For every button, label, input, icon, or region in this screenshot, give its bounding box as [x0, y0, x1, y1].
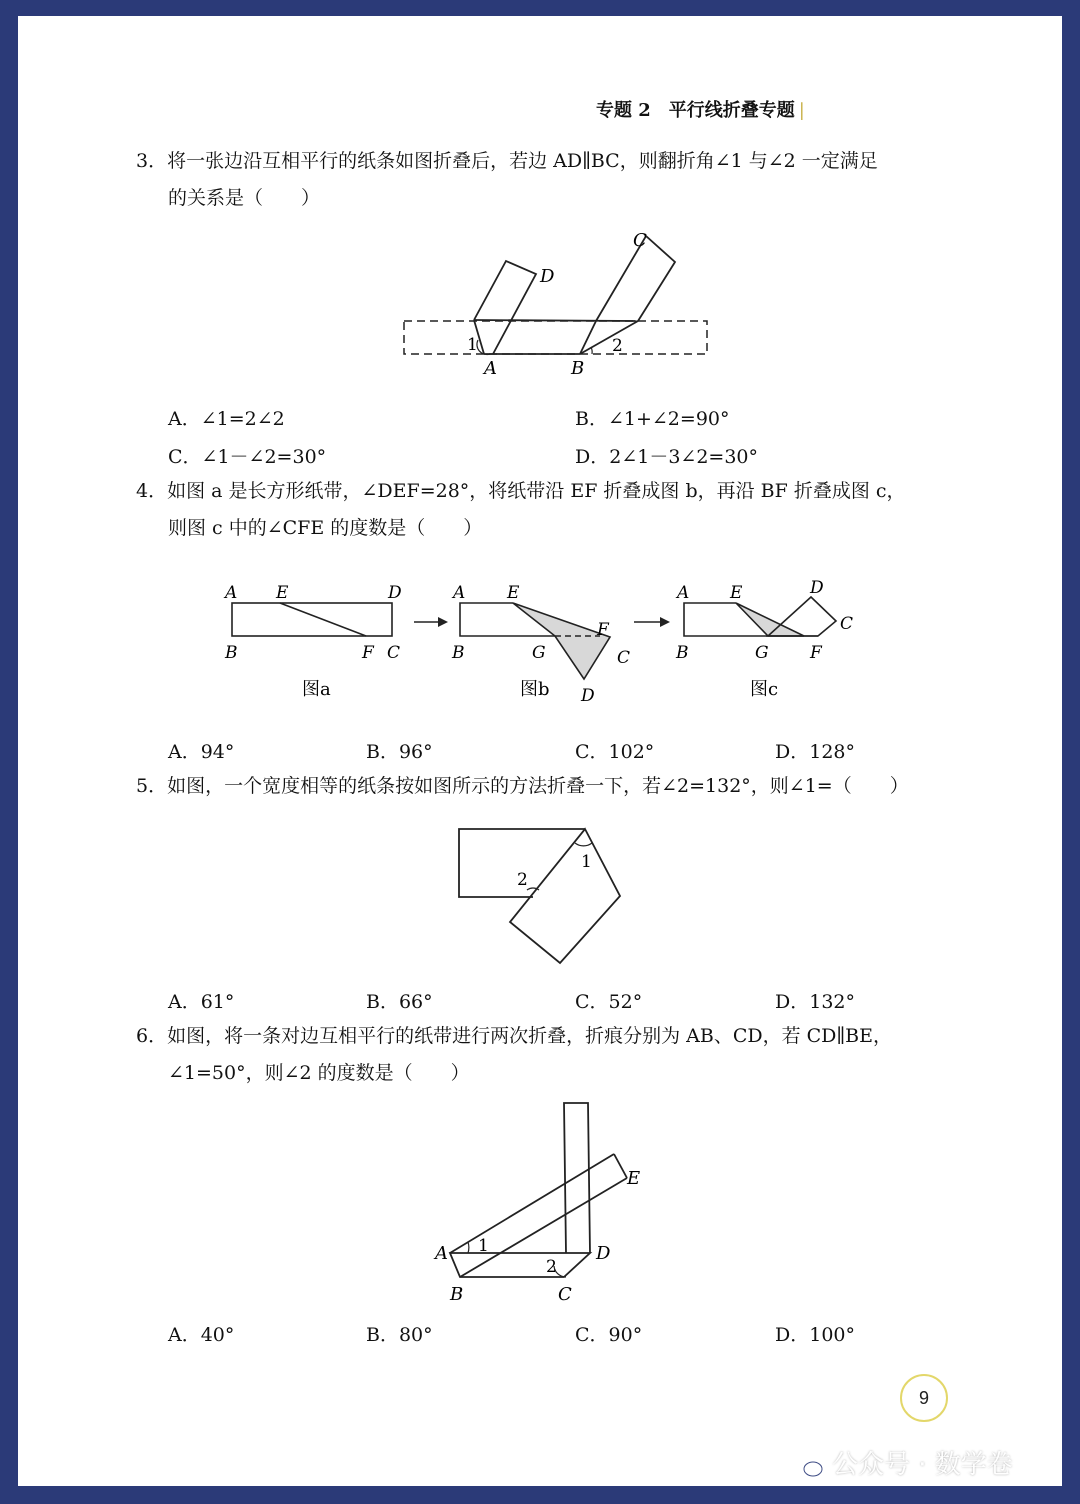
svg-text:D: D: [810, 578, 824, 598]
angle-2-arc: [591, 347, 592, 354]
svg-text:G: G: [755, 643, 769, 663]
angle-2-label: 2: [612, 336, 623, 356]
svg-text:E: E: [627, 1168, 641, 1189]
angle-2-label: 2: [546, 1257, 557, 1277]
question-4-option-d[interactable]: D．128°: [775, 741, 855, 763]
angle-2-label: 2: [517, 870, 528, 890]
question-4-option-c[interactable]: C．102°: [575, 741, 655, 763]
question-4-figure: [220, 575, 870, 710]
svg-text:E: E: [276, 583, 289, 603]
svg-text:B: B: [450, 1284, 464, 1305]
question-6-figure: [430, 1095, 650, 1310]
question-5-option-c[interactable]: C．52°: [575, 991, 643, 1013]
question-5-option-b[interactable]: B．66°: [366, 991, 433, 1013]
question-5: [136, 768, 909, 805]
question-6: [136, 1018, 892, 1092]
point-C-label: C: [633, 230, 647, 251]
top-edge: [474, 320, 638, 321]
svg-text:G: G: [532, 643, 546, 663]
question-4-line1: 4．如图 a 是长方形纸带，∠DEF=28°，将纸带沿 EF 折叠成图 b，再沿 BF 折叠成图 c，: [136, 480, 906, 502]
svg-text:C: C: [617, 648, 631, 668]
point-A-label: A: [484, 358, 497, 379]
strip-folded: [510, 829, 620, 963]
question-3-option-a[interactable]: A．∠1=2∠2: [168, 408, 285, 430]
svg-text:A: A: [225, 583, 238, 603]
page-number: 9: [900, 1374, 948, 1422]
svg-text:E: E: [730, 583, 743, 603]
angle-1-label: 1: [581, 852, 592, 872]
question-6-line2: ∠1=50°，则∠2 的度数是（ ）: [168, 1062, 470, 1084]
question-4: [136, 473, 906, 547]
svg-text:B: B: [676, 643, 689, 663]
angle-1-arc: [468, 1242, 469, 1253]
svg-text:F: F: [362, 643, 374, 663]
strip-vertical: [564, 1103, 590, 1253]
question-3: [136, 143, 878, 217]
svg-text:C: C: [558, 1284, 572, 1305]
svg-text:B: B: [452, 643, 465, 663]
fig-a-crease: [280, 603, 366, 636]
question-5-option-d[interactable]: D．132°: [775, 991, 855, 1013]
question-4-option-a[interactable]: A．94°: [168, 741, 235, 763]
question-4-option-b[interactable]: B．96°: [366, 741, 433, 763]
svg-text:D: D: [581, 686, 595, 706]
svg-text:B: B: [225, 643, 238, 663]
svg-text:F: F: [810, 643, 822, 663]
question-5-figure: [455, 825, 630, 970]
question-3-line2: 的关系是（ ）: [168, 187, 321, 209]
question-6-option-c[interactable]: C．90°: [575, 1324, 643, 1346]
question-6-option-b[interactable]: B．80°: [366, 1324, 433, 1346]
angle-1-arc: [575, 843, 592, 846]
question-6-line1: 6．如图，将一条对边互相平行的纸带进行两次折叠，折痕分别为 AB、CD，若 CD∥BE，: [136, 1025, 893, 1047]
svg-text:D: D: [596, 1243, 611, 1264]
arrow-icon: [660, 617, 670, 627]
fig-a-caption: 图a: [302, 679, 331, 700]
svg-text:E: E: [507, 583, 520, 603]
svg-text:D: D: [388, 583, 402, 603]
fig-b-flap: [513, 603, 610, 679]
page-header: 专题 2 平行线折叠专题 |: [596, 100, 805, 121]
question-3-option-b[interactable]: B．∠1+∠2=90°: [575, 408, 730, 430]
svg-text:A: A: [677, 583, 690, 603]
svg-text:A: A: [435, 1243, 448, 1264]
angle-1-label: 1: [467, 335, 478, 355]
fig-b-caption: 图b: [520, 679, 550, 700]
fig-a-rect: [232, 603, 392, 636]
question-3-option-d[interactable]: D．2∠1－3∠2=30°: [575, 446, 759, 468]
question-3-line1: 3．将一张边沿互相平行的纸条如图折叠后，若边 AD∥BC，则翻折角∠1 与∠2 一定满足: [136, 150, 878, 172]
wechat-icon: [790, 1454, 824, 1478]
angle-1-label: 1: [478, 1236, 489, 1256]
svg-text:F: F: [597, 620, 609, 640]
question-3-option-c[interactable]: C．∠1－∠2=30°: [168, 446, 327, 468]
fig-c-caption: 图c: [750, 679, 779, 700]
watermark-text: 公众号 · 数学卷: [832, 1450, 1013, 1480]
question-5-option-a[interactable]: A．61°: [168, 991, 235, 1013]
question-5-line1: 5．如图，一个宽度相等的纸条按如图所示的方法折叠一下，若∠2=132°，则∠1=（ ）: [136, 775, 909, 797]
question-6-option-d[interactable]: D．100°: [775, 1324, 855, 1346]
arrow-icon: [438, 617, 448, 627]
svg-text:C: C: [387, 643, 401, 663]
dashed-strip: [404, 321, 707, 354]
svg-text:C: C: [840, 614, 854, 634]
svg-text:A: A: [453, 583, 466, 603]
question-3-figure: [400, 228, 720, 378]
point-D-label: D: [540, 266, 555, 287]
question-4-line2: 则图 c 中的∠CFE 的度数是（ ）: [168, 517, 483, 539]
question-6-option-a[interactable]: A．40°: [168, 1324, 235, 1346]
folded-bottom: [450, 1253, 590, 1277]
watermark: [790, 1444, 1013, 1481]
folded-strip-left: [474, 261, 536, 354]
fig-c-shaded: [736, 603, 804, 636]
point-B-label: B: [571, 358, 585, 379]
